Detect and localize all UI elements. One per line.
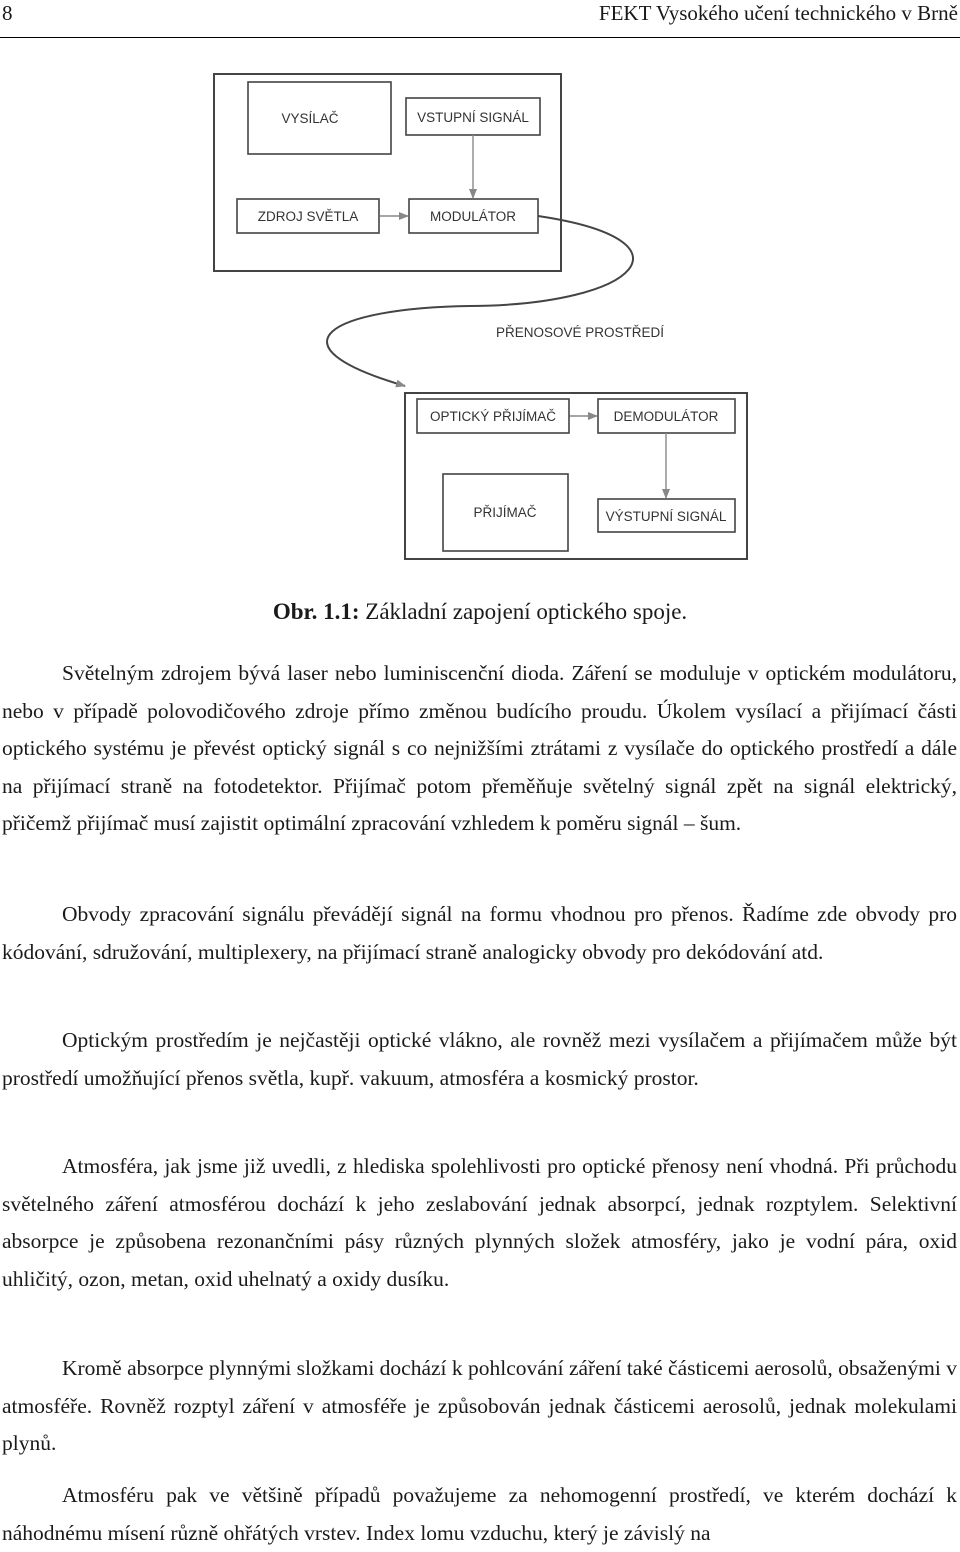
caption-label: Obr. 1.1 xyxy=(272,599,352,624)
caption-separator: : xyxy=(351,599,360,624)
transmitter-label: VYSÍLAČ xyxy=(281,111,339,126)
output-signal-label: VÝSTUPNÍ SIGNÁL xyxy=(605,509,727,524)
paragraph-5: Kromě absorpce plynnými složkami dochází k pohlcování záření také částicemi aerosolů, obsaženými v atmosféře. Rovněž rozptyl záření v atmosféře je způsobován jednak částicemi aerosolů, jednak molekulami plynů. xyxy=(2,1356,957,1456)
institution-name: FEKT Vysokého učení technického v Brně xyxy=(598,1,958,25)
receiver-label: PŘIJÍMAČ xyxy=(473,505,537,520)
paragraph-1: Světelným zdrojem bývá laser nebo luminiscenční dioda. Záření se moduluje v optickém modulátoru, nebo v případě polovodičového zdroje přímo změnou budícího proudu. Úkolem vysílací a přijímací části optického systému je převést optický signál s co nejnižšími ztrátami z vysílače do optického prostředí a dále na přijímací straně na fotodetektor. Přijímač potom přeměňuje světelný signál zpět na signál elektrický, přičemž přijímač musí zajistit optimální zpracování vzhledem k poměru signál – šum. xyxy=(2,661,957,836)
paragraph-4: Atmosféra, jak jsme již uvedli, z hlediska spolehlivosti pro optické přenosy není vhodná. Při průchodu světelného záření atmosférou dochází k jeho zeslabování jednak absorpcí, jednak rozptylem. Selektivní absorpce je způsobena rezonančními pásy různých plynných složek atmosféry, jako je vodní pára, oxid uhličitý, ozon, metan, oxid uhelnatý a oxidy dusíku. xyxy=(2,1154,957,1291)
transmitter-frame xyxy=(214,74,561,271)
caption-text: Základní zapojení optického spoje. xyxy=(359,599,688,624)
medium-label: PŘENOSOVÉ PROSTŘEDÍ xyxy=(495,325,665,340)
page-number: 8 xyxy=(2,1,13,25)
optical-receiver-label: OPTICKÝ PŘIJÍMAČ xyxy=(429,409,557,424)
transmission-path xyxy=(327,216,633,386)
input-signal-label: VSTUPNÍ SIGNÁL xyxy=(417,110,529,125)
modulator-label: MODULÁTOR xyxy=(429,209,517,224)
figure-caption xyxy=(0,598,960,626)
light-source-label: ZDROJ SVĚTLA xyxy=(257,209,359,224)
paragraph-2: Obvody zpracování signálu převádějí signál na formu vhodnou pro přenos. Řadíme zde obvody pro kódování, sdružování, multiplexery, na přijímací straně analogicky obvody pro dekódování atd. xyxy=(2,902,957,964)
paragraph-3: Optickým prostředím je nejčastěji optické vlákno, ale rovněž mezi vysílačem a přijímačem může být prostředí umožňující přenos světla, kupř. vakuum, atmosféra a kosmický prostor. xyxy=(2,1028,957,1090)
paragraph-6: Atmosféru pak ve většině případů považujeme za nehomogenní prostředí, ve kterém dochází k náhodnému mísení různě ohřátých vrstev. Index lomu vzduchu, který je závislý na xyxy=(2,1483,957,1545)
optical-link-diagram xyxy=(0,0,960,600)
demodulator-label: DEMODULÁTOR xyxy=(613,409,719,424)
